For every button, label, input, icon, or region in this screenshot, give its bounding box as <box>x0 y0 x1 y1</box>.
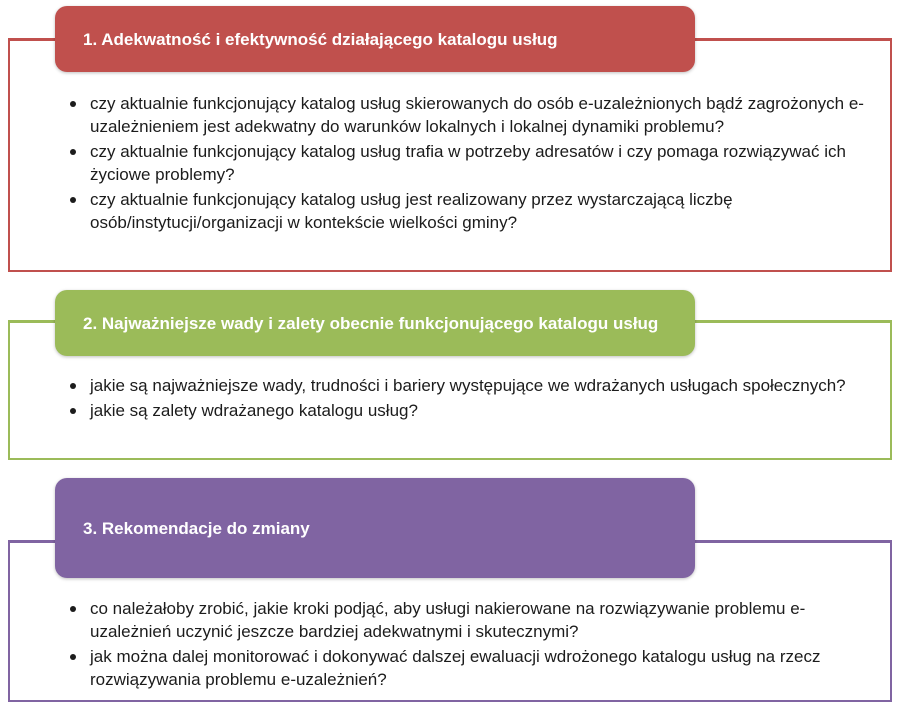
bullet-dot-icon <box>70 149 76 155</box>
bullet-dot-icon <box>70 654 76 660</box>
section-3-header <box>55 478 695 578</box>
bullet-text: co należałoby zrobić, jakie kroki podjąć, aby usługi nakierowane na rozwiązywanie problemu e-uzależnień uczynić jeszcze bardziej adekwatnymi i skutecznymi? <box>90 599 806 641</box>
section-3-bullet-2 <box>68 645 868 691</box>
bullet-dot-icon <box>70 101 76 107</box>
bullet-dot-icon <box>70 606 76 612</box>
bullet-text: jak można dalej monitorować i dokonywać dalszej ewaluacji wdrożonego katalogu usług na rzecz rozwiązywania problemu e-uzależnień? <box>90 647 821 689</box>
bullet-dot-icon <box>70 197 76 203</box>
section-2-bullet-list <box>68 374 868 424</box>
section-2-header <box>55 290 695 356</box>
bullet-text: jakie są najważniejsze wady, trudności i bariery występujące we wdrażanych usługach społecznych? <box>90 376 846 395</box>
section-2-bullet-1 <box>68 374 868 397</box>
bullet-text: czy aktualnie funkcjonujący katalog usług trafia w potrzeby adresatów i czy pomaga rozwiązywać ich życiowe problemy? <box>90 142 846 184</box>
bullet-dot-icon <box>70 408 76 414</box>
section-1-title: 1. Adekwatność i efektywność działającego katalogu usług <box>83 29 558 49</box>
section-2-title: 2. Najważniejsze wady i zalety obecnie funkcjonującego katalogu usług <box>83 313 659 333</box>
section-1-header <box>55 6 695 72</box>
section-1-bullet-1 <box>68 92 868 138</box>
section-3-bullet-list <box>68 597 868 693</box>
bullet-text: czy aktualnie funkcjonujący katalog usług skierowanych do osób e-uzależnionych bądź zagrożonych e-uzależnieniem jest adekwatny do warunków lokalnych i lokalnej dynamiki problemu? <box>90 94 864 136</box>
section-3-title: 3. Rekomendacje do zmiany <box>83 518 310 538</box>
bullet-text: czy aktualnie funkcjonujący katalog usług jest realizowany przez wystarczającą liczbę osób/instytucji/organizacji w kontekście wielkości gminy? <box>90 190 733 232</box>
section-3-bullet-1 <box>68 597 868 643</box>
section-1-bullet-list <box>68 92 868 236</box>
bullet-text: jakie są zalety wdrażanego katalogu usług? <box>90 401 418 420</box>
section-1-bullet-2 <box>68 140 868 186</box>
section-2-bullet-2 <box>68 399 868 422</box>
bullet-dot-icon <box>70 383 76 389</box>
section-1-bullet-3 <box>68 188 868 234</box>
